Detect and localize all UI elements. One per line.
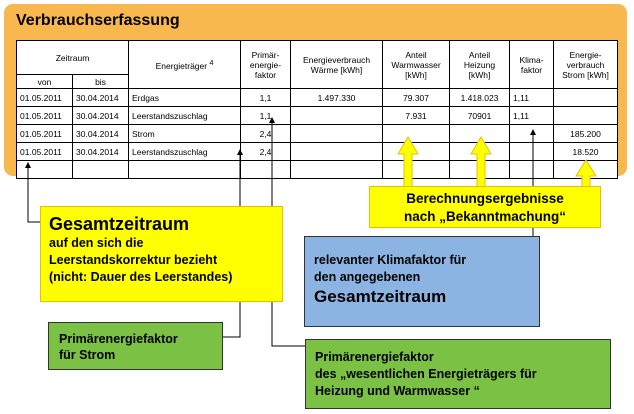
cell-klimafaktor: 1,11 xyxy=(510,107,554,125)
callout-primaer-wesentlich-line2: des „wesentlichen Energieträgers für xyxy=(315,367,537,381)
cell-warmwasser: 7.931 xyxy=(383,107,450,125)
header-zeitraum: Zeitraum xyxy=(17,41,129,75)
cell-strom: 18.520 xyxy=(554,143,618,161)
callout-klimafaktor-line2: den angegebenen xyxy=(314,270,421,284)
cell-von: 01.05.2011 xyxy=(17,89,73,107)
callout-klimafaktor-line1: relevanter Klimafaktor für xyxy=(314,253,467,267)
callout-gesamtzeitraum-line2: Leerstandskorrektur bezieht xyxy=(49,253,218,267)
callout-gesamtzeitraum xyxy=(40,206,283,302)
cell-bis: 30.04.2014 xyxy=(73,107,129,125)
cell-warmwasser: 79.307 xyxy=(383,89,450,107)
header-energieverbrauch-strom: Energie-verbrauch Strom [kWh] xyxy=(554,41,618,89)
header-anteil-heizung: Anteil Heizung [kWh] xyxy=(450,41,510,89)
header-energieverbrauch-waerme: Energieverbrauch Wärme [kWh] xyxy=(291,41,383,89)
header-energietraeger-footnote: 4 xyxy=(209,59,214,68)
cell-energietraeger: Leerstandszuschlag xyxy=(129,143,241,161)
callout-gesamtzeitraum-line1: auf den sich die xyxy=(49,236,144,250)
cell-energietraeger: Erdgas xyxy=(129,89,241,107)
cell-bis: 30.04.2014 xyxy=(73,89,129,107)
cell-bis: 30.04.2014 xyxy=(73,143,129,161)
callout-klimafaktor-line3: Gesamtzeitraum xyxy=(314,287,447,306)
cell-von: 01.05.2011 xyxy=(17,125,73,143)
callout-primaerenergiefaktor-wesentlich xyxy=(305,339,611,409)
cell-heizung: 70901 xyxy=(450,107,510,125)
callout-gesamtzeitraum-line3: (nicht: Dauer des Leerstandes) xyxy=(49,270,233,284)
cell-bis: 30.04.2014 xyxy=(73,125,129,143)
header-bis: bis xyxy=(73,75,129,89)
result-arrows xyxy=(398,137,596,190)
callout-berechnung-line2: nach „Bekanntmachung“ xyxy=(403,209,567,224)
cell-primaerenergiefaktor: 1,1 xyxy=(241,107,291,125)
cell-primaerenergiefaktor: 1,1 xyxy=(241,89,291,107)
cell-heizung: 1.418.023 xyxy=(450,89,510,107)
arrow-warmwasser xyxy=(398,137,418,190)
cell-energietraeger: Strom xyxy=(129,125,241,143)
arrow-heizung xyxy=(471,137,491,190)
cell-strom: 185.200 xyxy=(554,125,618,143)
callout-berechnung-line1: Berechnungsergebnisse xyxy=(406,191,564,206)
header-anteil-warmwasser: Anteil Warmwasser [kWh] xyxy=(383,41,450,89)
callout-klimafaktor xyxy=(304,236,540,327)
callout-primaer-strom-line2: für Strom xyxy=(59,348,116,362)
header-klimafaktor: Klima-faktor xyxy=(510,41,554,89)
cell-energietraeger: Leerstandszuschlag xyxy=(129,107,241,125)
header-primaerenergiefaktor: Primär-energie-faktor xyxy=(241,41,291,89)
callout-primaer-wesentlich-line3: Heizung und Warmwasser “ xyxy=(315,384,480,398)
cell-waerme: 1.497.330 xyxy=(291,89,383,107)
callout-gesamtzeitraum-title: Gesamtzeitraum xyxy=(49,214,190,234)
form-title: Verbrauchserfassung xyxy=(16,12,180,29)
cell-klimafaktor: 1,11 xyxy=(510,89,554,107)
cell-primaerenergiefaktor: 2,4 xyxy=(241,125,291,143)
callout-primaer-wesentlich-line1: Primärenergiefaktor xyxy=(315,350,434,364)
callout-primaer-strom-line1: Primärenergiefaktor xyxy=(59,332,178,346)
callout-primaerenergiefaktor-strom xyxy=(48,322,223,370)
callout-berechnungsergebnisse xyxy=(369,186,601,228)
cell-von: 01.05.2011 xyxy=(17,143,73,161)
header-energietraeger-label: Energieträger xyxy=(155,60,208,71)
header-von: von xyxy=(17,75,73,89)
cell-von: 01.05.2011 xyxy=(17,107,73,125)
cell-primaerenergiefaktor: 2,4 xyxy=(241,143,291,161)
